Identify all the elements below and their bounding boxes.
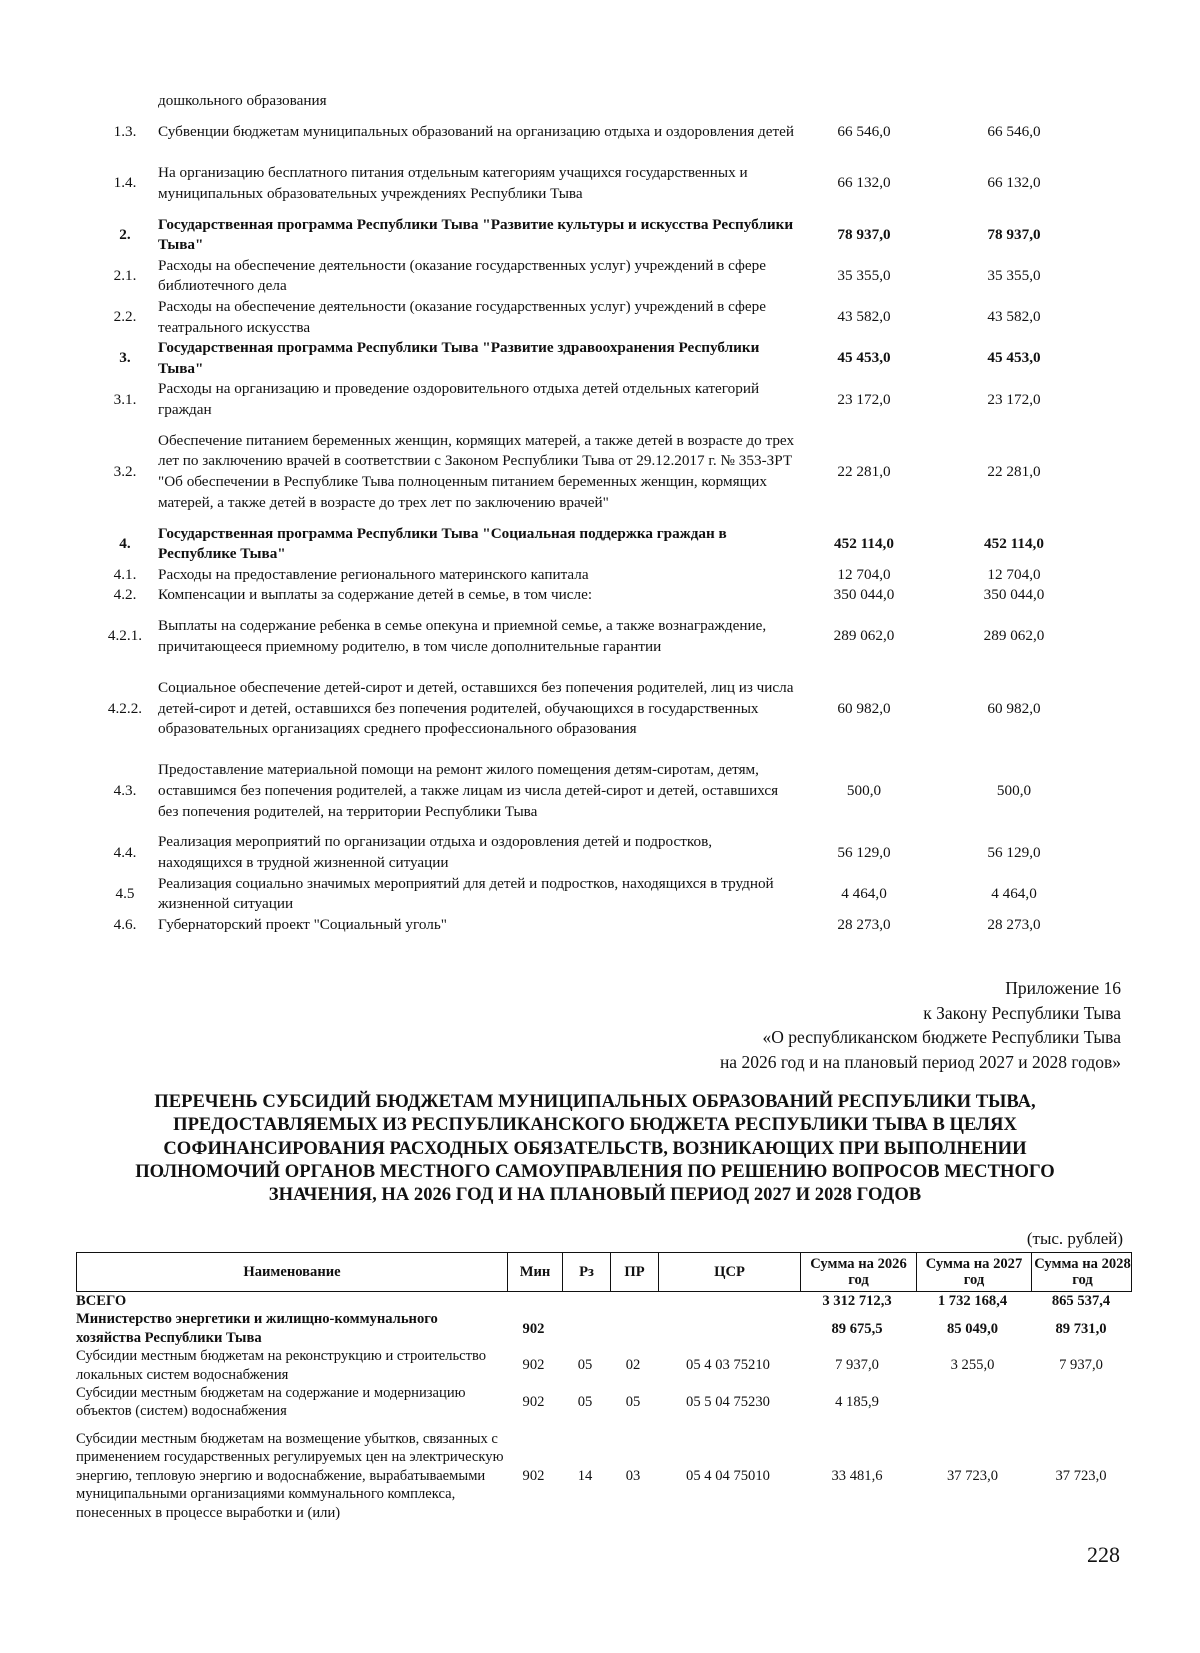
table-row <box>95 215 1095 256</box>
header-2026: Сумма на 2026 год <box>800 1253 916 1291</box>
row-value-1: 12 704,0 <box>837 565 891 583</box>
row-number: 1.4. <box>113 174 137 192</box>
cell-min: 902 <box>522 1320 545 1337</box>
row-number: 2.1. <box>113 267 137 285</box>
row-value-2: 350 044,0 <box>983 586 1045 604</box>
appendix-line-3: «О республиканском бюджете Республики Тыва <box>762 1027 1121 1048</box>
row-value-2: 35 355,0 <box>987 267 1041 285</box>
row-value-2: 45 453,0 <box>987 349 1041 367</box>
cell-rz: 05 <box>577 1357 593 1374</box>
row-value-2: 22 281,0 <box>987 462 1041 480</box>
row-value-2: 43 582,0 <box>987 308 1041 326</box>
row-text: Расходы на обеспечение деятельности (оказание государственных услуг) учреждений в сфере библиотечного дела <box>158 256 766 295</box>
row-number: 4. <box>119 534 131 552</box>
appendix-line-1: Приложение 16 <box>1005 978 1121 998</box>
cell-2027: 3 255,0 <box>950 1357 995 1374</box>
cell-name: Министерство энергетики и жилищно-коммунального хозяйства Республики Тыва <box>76 1311 438 1346</box>
header-name: Наименование <box>243 1263 341 1280</box>
table-row <box>95 874 1095 915</box>
row-number: 1.3. <box>113 122 137 140</box>
row-number: 3.2. <box>113 462 137 480</box>
row-value-1: 23 172,0 <box>837 390 891 408</box>
row-text: Социальное обеспечение детей-сирот и детей, оставшихся без попечения родителей, лиц из числа детей-сирот и детей, оставшихся без попечения родителей, обучающихся в государственных образовательных организациях среднего профессионального образования <box>158 678 794 738</box>
row-value-2: 66 546,0 <box>987 122 1041 140</box>
cell-min: 902 <box>522 1357 545 1374</box>
cell-min: 902 <box>522 1394 545 1411</box>
cell-2026: 33 481,6 <box>831 1467 883 1484</box>
row-text: Компенсации и выплаты за содержание детей в семье, в том числе: <box>158 586 593 604</box>
row-number: 2. <box>119 225 131 243</box>
row-text: Государственная программа Республики Тыва "Развитие культуры и искусства Республики Тыва" <box>158 215 794 254</box>
row-number: 4.2. <box>113 586 137 604</box>
row-number: 3.1. <box>113 390 137 408</box>
table-row <box>76 1384 1132 1421</box>
row-text: Реализация социально значимых мероприятий для детей и подростков, находящихся в трудной жизненной ситуации <box>158 874 774 913</box>
cell-csr: 05 4 03 75210 <box>686 1357 770 1374</box>
row-text: Субвенции бюджетам муниципальных образований на организацию отдыха и оздоровления детей <box>158 122 794 140</box>
table-row <box>76 1347 1132 1384</box>
row-value-2: 500,0 <box>996 781 1032 799</box>
table-row <box>76 1310 1132 1347</box>
row-number: 4.4. <box>113 843 137 861</box>
cell-2027: 85 049,0 <box>946 1320 999 1337</box>
table-row <box>95 565 1095 586</box>
row-number: 4.2.2. <box>107 699 143 717</box>
table-row <box>95 750 1095 832</box>
row-text: На организацию бесплатного питания отдельным категориям учащихся государственных и муниципальных образовательных учреждениях Республики Тыва <box>158 164 748 202</box>
header-2028: Сумма на 2028 год <box>1031 1253 1133 1291</box>
row-number: 4.5 <box>115 884 135 902</box>
row-number: 4.2.1. <box>107 627 143 645</box>
page-number: 228 <box>1087 1542 1120 1567</box>
table-row <box>95 915 1095 936</box>
row-value-1: 56 129,0 <box>837 843 891 861</box>
table-body <box>76 1292 1132 1531</box>
row-value-1: 66 132,0 <box>837 174 891 192</box>
cell-2028: 37 723,0 <box>1055 1467 1107 1484</box>
table-row <box>95 297 1095 338</box>
row-text: Реализация мероприятий по организации отдыха и оздоровления детей и подростков, находящихся в трудной жизненной ситуации <box>158 833 713 872</box>
table-row <box>76 1421 1132 1531</box>
table-row <box>95 153 1095 215</box>
cell-2028: 7 937,0 <box>1059 1357 1103 1374</box>
row-value-2: 56 129,0 <box>987 843 1041 861</box>
cell-name: Субсидии местным бюджетам на содержание и модернизацию объектов (систем) водоснабжения <box>76 1384 466 1420</box>
document-title: ПЕРЕЧЕНЬ СУБСИДИЙ БЮДЖЕТАМ МУНИЦИПАЛЬНЫХ ОБРАЗОВАНИЙ РЕСПУБЛИКИ ТЫВА, ПРЕДОСТАВЛЯЕМЫХ ИЗ РЕСПУБЛИКАНСКОГО БЮДЖЕТА РЕСПУБЛИКИ ТЫВА В ЦЕЛЯХ СОФИНАНСИРОВАНИЯ РАСХОДНЫХ ОБЯЗАТЕЛЬСТВ, ВОЗНИКАЮЩИХ ПРИ ВЫПОЛНЕНИИ ПОЛНОМОЧИЙ ОРГАНОВ МЕСТНОГО САМОУПРАВЛЕНИЯ ПО РЕШЕНИЮ ВОПРОСОВ МЕСТНОГО ЗНАЧЕНИЯ, НА 2026 ГОД И НА ПЛАНОВЫЙ ПЕРИОД 2027 И 2028 ГОДОВ <box>135 1091 1055 1206</box>
row-text: Расходы на предоставление регионального материнского капитала <box>158 565 589 583</box>
row-value-1: 452 114,0 <box>834 534 894 552</box>
appendix-line-4: на 2026 год и на плановый период 2027 и 2028 годов» <box>719 1051 1121 1072</box>
cell-2028: 865 537,4 <box>1051 1293 1111 1309</box>
cell-pr: 03 <box>625 1467 641 1484</box>
row-number: 2.2. <box>113 308 137 326</box>
table-row <box>95 668 1095 750</box>
subsidy-table <box>76 1252 1132 1531</box>
row-value-2: 60 982,0 <box>987 699 1041 717</box>
row-value-2: 28 273,0 <box>987 915 1041 933</box>
table-row <box>95 832 1095 873</box>
row-text: Государственная программа Республики Тыва "Развитие здравоохранения Республики Тыва" <box>158 339 760 377</box>
row-value-2: 4 464,0 <box>991 884 1037 902</box>
cell-name: ВСЕГО <box>76 1293 127 1309</box>
cell-2028: 89 731,0 <box>1055 1320 1107 1337</box>
cell-rz: 05 <box>577 1394 593 1411</box>
header-csr: ЦСР <box>658 1253 800 1291</box>
row-number: 4.1. <box>113 565 137 583</box>
cell-2026: 7 937,0 <box>835 1357 879 1374</box>
cell-name: Субсидии местным бюджетам на реконструкцию и строительство локальных систем водоснабжения <box>76 1348 487 1383</box>
table-row <box>95 256 1095 297</box>
row-text: Выплаты на содержание ребенка в семье опекуна и приемной семье, а также вознаграждение, причитающееся приемному родителю, в том числе дополнительные гарантии <box>158 617 767 655</box>
cell-rz: 14 <box>577 1467 593 1484</box>
row-value-1: 28 273,0 <box>837 915 891 933</box>
cell-min: 902 <box>522 1467 545 1484</box>
row-value-1: 22 281,0 <box>837 462 891 480</box>
row-text: Расходы на обеспечение деятельности (оказание государственных услуг) учреждений в сфере театрального искусства <box>158 297 766 336</box>
cell-2026: 89 675,5 <box>831 1320 883 1337</box>
row-number: 4.3. <box>113 781 137 799</box>
header-pr: ПР <box>610 1253 658 1291</box>
row-value-1: 66 546,0 <box>837 122 891 140</box>
cell-2027: 37 723,0 <box>946 1467 999 1484</box>
cell-csr: 05 4 04 75010 <box>686 1467 770 1484</box>
header-2027: Сумма на 2027 год <box>916 1253 1031 1291</box>
row-value-1: 350 044,0 <box>833 586 895 604</box>
row-text: Обеспечение питанием беременных женщин, кормящих матерей, а также детей в возрасте до трех лет по заключению врачей в соответствии с Законом Республики Тыва от 29.12.2017 г. № 353-ЗРТ "Об обеспечении в Республике Тыва полноценным питанием беременных женщин, кормящих матерей, а также детей в возрасте до трех лет по заключению врачей" <box>158 431 795 511</box>
cell-pr: 05 <box>625 1394 641 1411</box>
cell-2026: 3 312 712,3 <box>822 1293 892 1309</box>
row-text: дошкольного образования <box>158 92 327 109</box>
cell-2027: 1 732 168,4 <box>937 1293 1008 1309</box>
table-row <box>95 338 1095 379</box>
table-row <box>95 421 1095 524</box>
row-text: Расходы на организацию и проведение оздоровительного отдыха детей отдельных категорий граждан <box>158 380 760 418</box>
row-number: 3. <box>119 349 131 367</box>
row-value-2: 23 172,0 <box>987 390 1041 408</box>
units-label: (тыс. рублей) <box>1026 1229 1123 1248</box>
row-value-1: 289 062,0 <box>833 627 895 645</box>
row-value-2: 452 114,0 <box>984 534 1044 552</box>
subvention-table <box>95 91 1095 935</box>
row-value-2: 12 704,0 <box>987 565 1041 583</box>
appendix-header <box>720 976 1121 1074</box>
appendix-line-2: к Закону Республики Тыва <box>923 1002 1121 1023</box>
row-value-2: 78 937,0 <box>987 225 1041 243</box>
row-text: Государственная программа Республики Тыва "Социальная поддержка граждан в Республике Тыва" <box>158 524 727 563</box>
row-value-1: 78 937,0 <box>837 225 891 243</box>
header-min: Мин <box>507 1253 562 1291</box>
table-row <box>95 585 1095 606</box>
table-row <box>76 1292 1132 1310</box>
row-value-1: 43 582,0 <box>837 308 891 326</box>
row-value-1: 35 355,0 <box>837 267 891 285</box>
cell-name: Субсидии местным бюджетам на возмещение убытков, связанных с применением государственных регулируемых цен на электрическую энергию, тепловую энергию и водоснабжение, вырабатываемыми муниципальными организациями коммунального комплекса, понесенных в процессе выработки и (или) <box>76 1430 504 1521</box>
row-value-1: 45 453,0 <box>837 349 891 367</box>
cell-csr: 05 5 04 75230 <box>686 1394 770 1411</box>
table-row <box>95 91 1095 112</box>
row-value-1: 4 464,0 <box>841 884 887 902</box>
row-text: Губернаторский проект "Социальный уголь" <box>158 915 447 933</box>
table-header <box>76 1252 1132 1292</box>
table-row <box>95 524 1095 565</box>
row-number: 4.6. <box>113 915 137 933</box>
table-row <box>95 379 1095 420</box>
row-value-1: 60 982,0 <box>837 699 891 717</box>
table-row <box>95 112 1095 153</box>
header-rz: Рз <box>562 1253 610 1291</box>
row-value-2: 289 062,0 <box>983 627 1045 645</box>
table-row <box>95 606 1095 668</box>
row-value-2: 66 132,0 <box>987 174 1041 192</box>
cell-2026: 4 185,9 <box>835 1394 879 1411</box>
row-text: Предоставление материальной помощи на ремонт жилого помещения детям-сиротам, детям, оставшимся без попечения родителей, а также лицам из числа детей-сирот и детей, оставшихся без попечения родителей, на территории Республики Тыва <box>158 761 779 820</box>
cell-pr: 02 <box>625 1357 641 1374</box>
row-value-1: 500,0 <box>846 781 882 799</box>
